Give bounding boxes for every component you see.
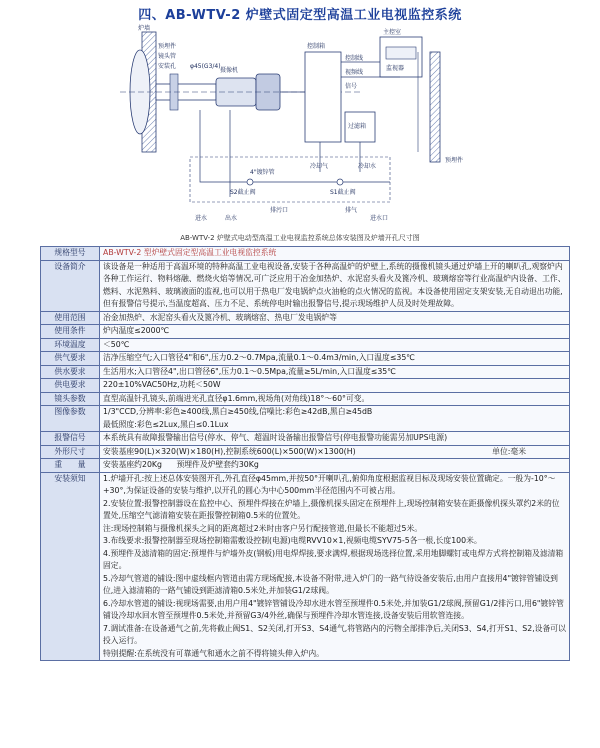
label-control-box: 控制箱 [307,43,326,50]
install-item: 注:现场控制箱与摄像机探头之间的距离超过2米时由客户另行配接管道,但最长不能超过5米。 [103,523,423,533]
row-key: 镜头参数 [41,392,100,406]
label-control-line: 控制线 [345,55,364,62]
row-key: 使用条件 [41,325,100,339]
row-key: 供气要求 [41,352,100,366]
row-key: 供电要求 [41,379,100,393]
label-filter-box: 过滤箱 [348,123,367,130]
install-item: 特别提醒:在系统没有可靠通气和通水之前不得将镜头伸入炉内。 [103,648,324,658]
table-row [41,432,570,446]
row-value [100,472,570,661]
row-key: 外形尺寸 [41,445,100,459]
table-row [41,379,570,393]
label-cooling-air: 冷却气 [310,163,329,170]
row-key: 设备简介 [41,260,100,311]
table-row [41,260,570,311]
row-value: 该设备是一种适用于高温环境的特种高温工业电视设备,安装于各种高温炉的炉壁上,系统的摄像机镜头通过炉墙上开的喇叭孔,观察炉内各种工作运行、物料熔融、燃烧火焰等情况,可广泛应用于冶金加热炉、水泥窑头看火及篦冷机、玻璃熔窑等行业高温炉内设备、工作、燃料、水泥熟料、玻璃液面的监视,也可以用于热电厂发电锅炉点火油枪的点火情况的监视。本设备使用固定支架安装,无自动退出功能,但有报警信号提示,当温度超高、压力不足、系统停电时输出报警信号,提示现场维护人员及时处理故障。 [100,260,570,311]
diagram-caption: AB-WTV-2 炉壁式电动型高温工业电视监控系统总体安装图及炉墙开孔尺寸图 [180,234,420,242]
label-inlet: 进水 [195,215,208,222]
label-tube: 镜头管 [158,53,177,60]
label-drain: 排污口 [270,207,289,214]
install-item: 6.冷却水管道的铺设:视现场需要,由用户用4"镀锌管铺设冷却水进水管至预埋件0.5米处,并加装G1/2球阀,预留G1/2排污口,用6"镀锌管铺设冷却水回水管至预埋件0.5米处,并预留G3/4外丝,确保与预埋件冷却水管连接,设备安装后用软管连接。 [103,598,564,620]
row-value: 直型高温针孔镜头,前端进光孔直径φ1.6mm,视场角(对角线)18°～60°可变。 [100,392,570,406]
table-row [41,445,570,459]
table-row [41,459,570,473]
row-key: 环境温度 [41,338,100,352]
row-value [100,406,570,432]
row-key: 安装须知 [41,472,100,661]
installation-diagram [100,22,520,232]
install-item: 3.布线要求:报警控制器至现场控制箱需敷设控制(电源)电缆RVV10×1,视频电缆SYV75-5各一根,长度100米。 [103,536,482,545]
spec-table [40,246,570,661]
page-title: 四、AB-WTV-2 炉壁式固定型高温工业电视监控系统 [138,8,462,23]
row-value [100,459,570,473]
weight-embedded: 预埋件及炉壁套约30Kg [176,460,259,469]
row-value [100,445,570,459]
row-value: 洁净压缩空气;入口管径4"和6",压力0.2～0.7Mpa,流量0.1～0.4m3/min,入口温度≤35℃ [100,352,570,366]
row-value: 炉内温度≤2000℃ [100,325,570,339]
label-valve-right: S1截止阀 [330,189,356,196]
label-main-control: 主控室 [383,29,402,36]
table-row [41,352,570,366]
table-row [41,365,570,379]
table-row [41,472,570,661]
table-row [41,247,570,261]
row-value: 生活用水;入口管径4",出口管径6",压力0.1～0.5Mpa,流量≥5L/min,入口温度≤35℃ [100,365,570,379]
row-value: AB-WTV-2 型炉壁式固定型高温工业电视监控系统 [100,247,570,261]
label-mount-hole: 安装孔 [158,63,177,70]
row-key: 供水要求 [41,365,100,379]
control-box-shape [305,52,341,142]
table-row [41,406,570,432]
label-valve-left: S2截止阀 [230,189,256,196]
row-key: 报警信号 [41,432,100,446]
row-value: 220±10%VAC50Hz,功耗＜50W [100,379,570,393]
unit-label: 单位:毫米 [492,446,526,456]
label-inlet2: 进水口 [370,215,389,222]
label-cooling-water: 冷却水 [358,163,377,170]
install-item: 5.冷却气管道的铺设:图中虚线框内管道由需方现场配接,本设备不附带,进入炉门的一路气待设备安装后,由用户直接用4"镀锌管铺设到位,进入滤清箱的一路气铺设到距滤清箱0.5米处,并加装G1/2球阀。 [103,573,558,595]
install-item: 7.调试准备:在设备通气之前,先将截止阀S1、S2关闭,打开S3、S4通气,将管路内的污物全部排净后,关闭S3、S4,打开S1、S2,设备可以投入运行。 [103,623,566,645]
label-video-line: 视频线 [345,69,364,76]
table-row [41,338,570,352]
image-params-line1: 1/3"CCD,分辨率:彩色≥400线,黑白≥450线,信噪比:彩色≥42dB,黑白≥45dB [103,407,373,416]
row-key: 规格型号 [41,247,100,261]
label-outlet: 出水 [225,215,238,222]
label-vent: 排气 [345,207,358,214]
install-item: 1.炉墙开孔:按上述总体安装图开孔,外孔直径φ45mm,并按50°开喇叭孔,俯仰角度根据监视目标及现场安装位置确定。一般为-10°～+30°,为保证设备的安装与维护,以开孔的圆心为中心500mm半径范围内不可被占用。 [103,473,556,495]
table-row [41,392,570,406]
table-row [41,325,570,339]
label-camera: 摄像机 [220,67,239,74]
label-embedded-pipe: 预埋件 [158,43,177,50]
label-signal: 信号 [345,83,358,90]
image-params-line2: 最低照度:彩色≤2Lux,黑白≤0.1Lux [103,419,229,429]
row-value: ＜50℃ [100,338,570,352]
dimension-text: 安装基座90(L)×320(W)×180(H),控制系统600(L)×500(W)×1300(H) [103,446,356,456]
row-key: 图像参数 [41,406,100,432]
row-key: 重 量 [41,459,100,473]
table-row [41,311,570,325]
install-item: 2.安装位置:报警控制器设在监控中心、预埋件焊接在炉墙上,摄像机探头固定在预埋件上,现场控制箱安装在距摄像机探头罩约2米的位置处,压缩空气滤清箱安装在距报警控制箱0.5米的位置处。 [103,498,560,520]
label-embedded2: 预埋件 [445,157,464,164]
label-pipe-spec: φ45(G3/4) [190,63,221,70]
install-item: 4.预埋件及滤清箱的固定:预埋件与炉墙外皮(钢板)用电焊焊接,要求满焊,根据现场选择位置,采用地脚螺钉或电焊方式将控制箱及滤清箱固定。 [103,548,564,570]
label-galvanized: 4"镀锌管 [250,169,275,176]
weight-base: 安装基座约20Kg [103,460,162,469]
row-key: 使用范围 [41,311,100,325]
row-value: 冶金加热炉、水泥窑头看火及篦冷机、玻璃熔窑、热电厂发电锅炉等 [100,311,570,325]
row-value: 本系统具有故障报警输出信号(停水、停气、超温时设备输出报警信号(停电报警功能需另加UPS电源) [100,432,570,446]
label-monitor: 监视器 [386,65,405,72]
label-furnace-wall: 炉墙 [138,25,151,32]
